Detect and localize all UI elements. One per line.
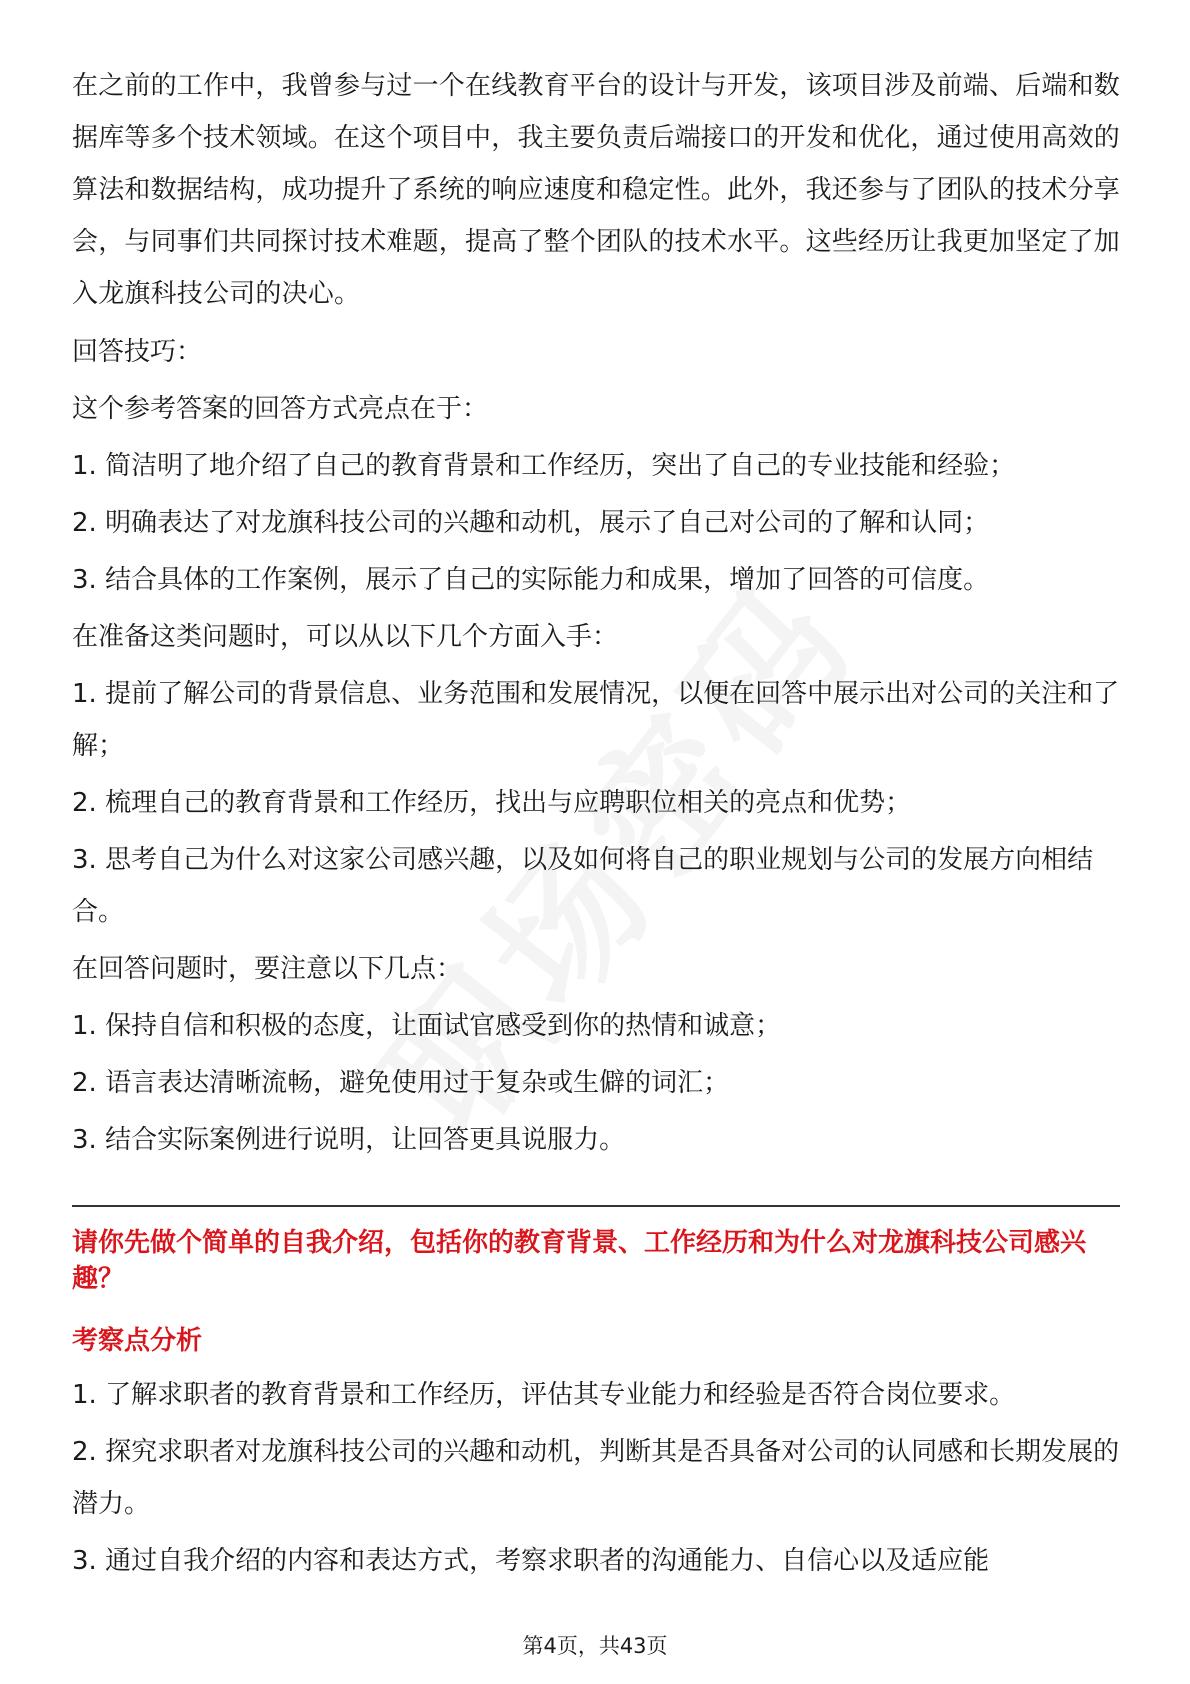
interview-question: 请你先做个简单的自我介绍，包括你的教育背景、工作经历和为什么对龙旗科技公司感兴趣？ bbox=[72, 1228, 1087, 1294]
highlight-item: 1. 简洁明了地介绍了自己的教育背景和工作经历，突出了自己的专业技能和经验； bbox=[72, 451, 1016, 481]
notes-item: 3. 结合实际案例进行说明，让回答更具说服力。 bbox=[72, 1125, 626, 1155]
prepare-item: 2. 梳理自己的教育背景和工作经历，找出与应聘职位相关的亮点和优势； bbox=[72, 788, 912, 818]
page-content bbox=[72, 60, 1120, 1592]
analysis-item: 1. 了解求职者的教育背景和工作经历，评估其专业能力和经验是否符合岗位要求。 bbox=[72, 1380, 1016, 1410]
highlight-item: 3. 结合具体的工作案例，展示了自己的实际能力和成果，增加了回答的可信度。 bbox=[72, 565, 990, 595]
tips-label: 回答技巧： bbox=[72, 337, 203, 367]
notes-intro: 在回答问题时，要注意以下几点： bbox=[72, 954, 463, 984]
notes-item: 1. 保持自信和积极的态度，让面试官感受到你的热情和诚意； bbox=[72, 1011, 782, 1041]
prepare-item: 1. 提前了解公司的背景信息、业务范围和发展情况，以便在回答中展示出对公司的关注和了解； bbox=[72, 679, 1120, 761]
analysis-item: 2. 探究求职者对龙旗科技公司的兴趣和动机，判断其是否具备对公司的认同感和长期发展的潜力。 bbox=[72, 1437, 1120, 1519]
analysis-heading: 考察点分析 bbox=[72, 1326, 203, 1356]
section-divider bbox=[72, 1205, 1120, 1207]
analysis-item: 3. 通过自我介绍的内容和表达方式，考察求职者的沟通能力、自信心以及适应能 bbox=[72, 1546, 990, 1576]
intro-paragraph: 在之前的工作中，我曾参与过一个在线教育平台的设计与开发，该项目涉及前端、后端和数据库等多个技术领域。在这个项目中，我主要负责后端接口的开发和优化，通过使用高效的算法和数据结构，成功提升了系统的响应速度和稳定性。此外，我还参与了团队的技术分享会，与同事们共同探讨技术难题，提高了整个团队的技术水平。这些经历让我更加坚定了加入龙旗科技公司的决心。 bbox=[72, 71, 1121, 309]
highlights-intro: 这个参考答案的回答方式亮点在于： bbox=[72, 394, 489, 424]
prepare-item: 3. 思考自己为什么对这家公司感兴趣，以及如何将自己的职业规划与公司的发展方向相结合。 bbox=[72, 845, 1094, 927]
page-footer: 第4页，共43页 bbox=[522, 1634, 668, 1658]
highlight-item: 2. 明确表达了对龙旗科技公司的兴趣和动机，展示了自己对公司的了解和认同； bbox=[72, 508, 990, 538]
notes-item: 2. 语言表达清晰流畅，避免使用过于复杂或生僻的词汇； bbox=[72, 1068, 730, 1098]
prepare-intro: 在准备这类问题时，可以从以下几个方面入手： bbox=[72, 622, 619, 652]
